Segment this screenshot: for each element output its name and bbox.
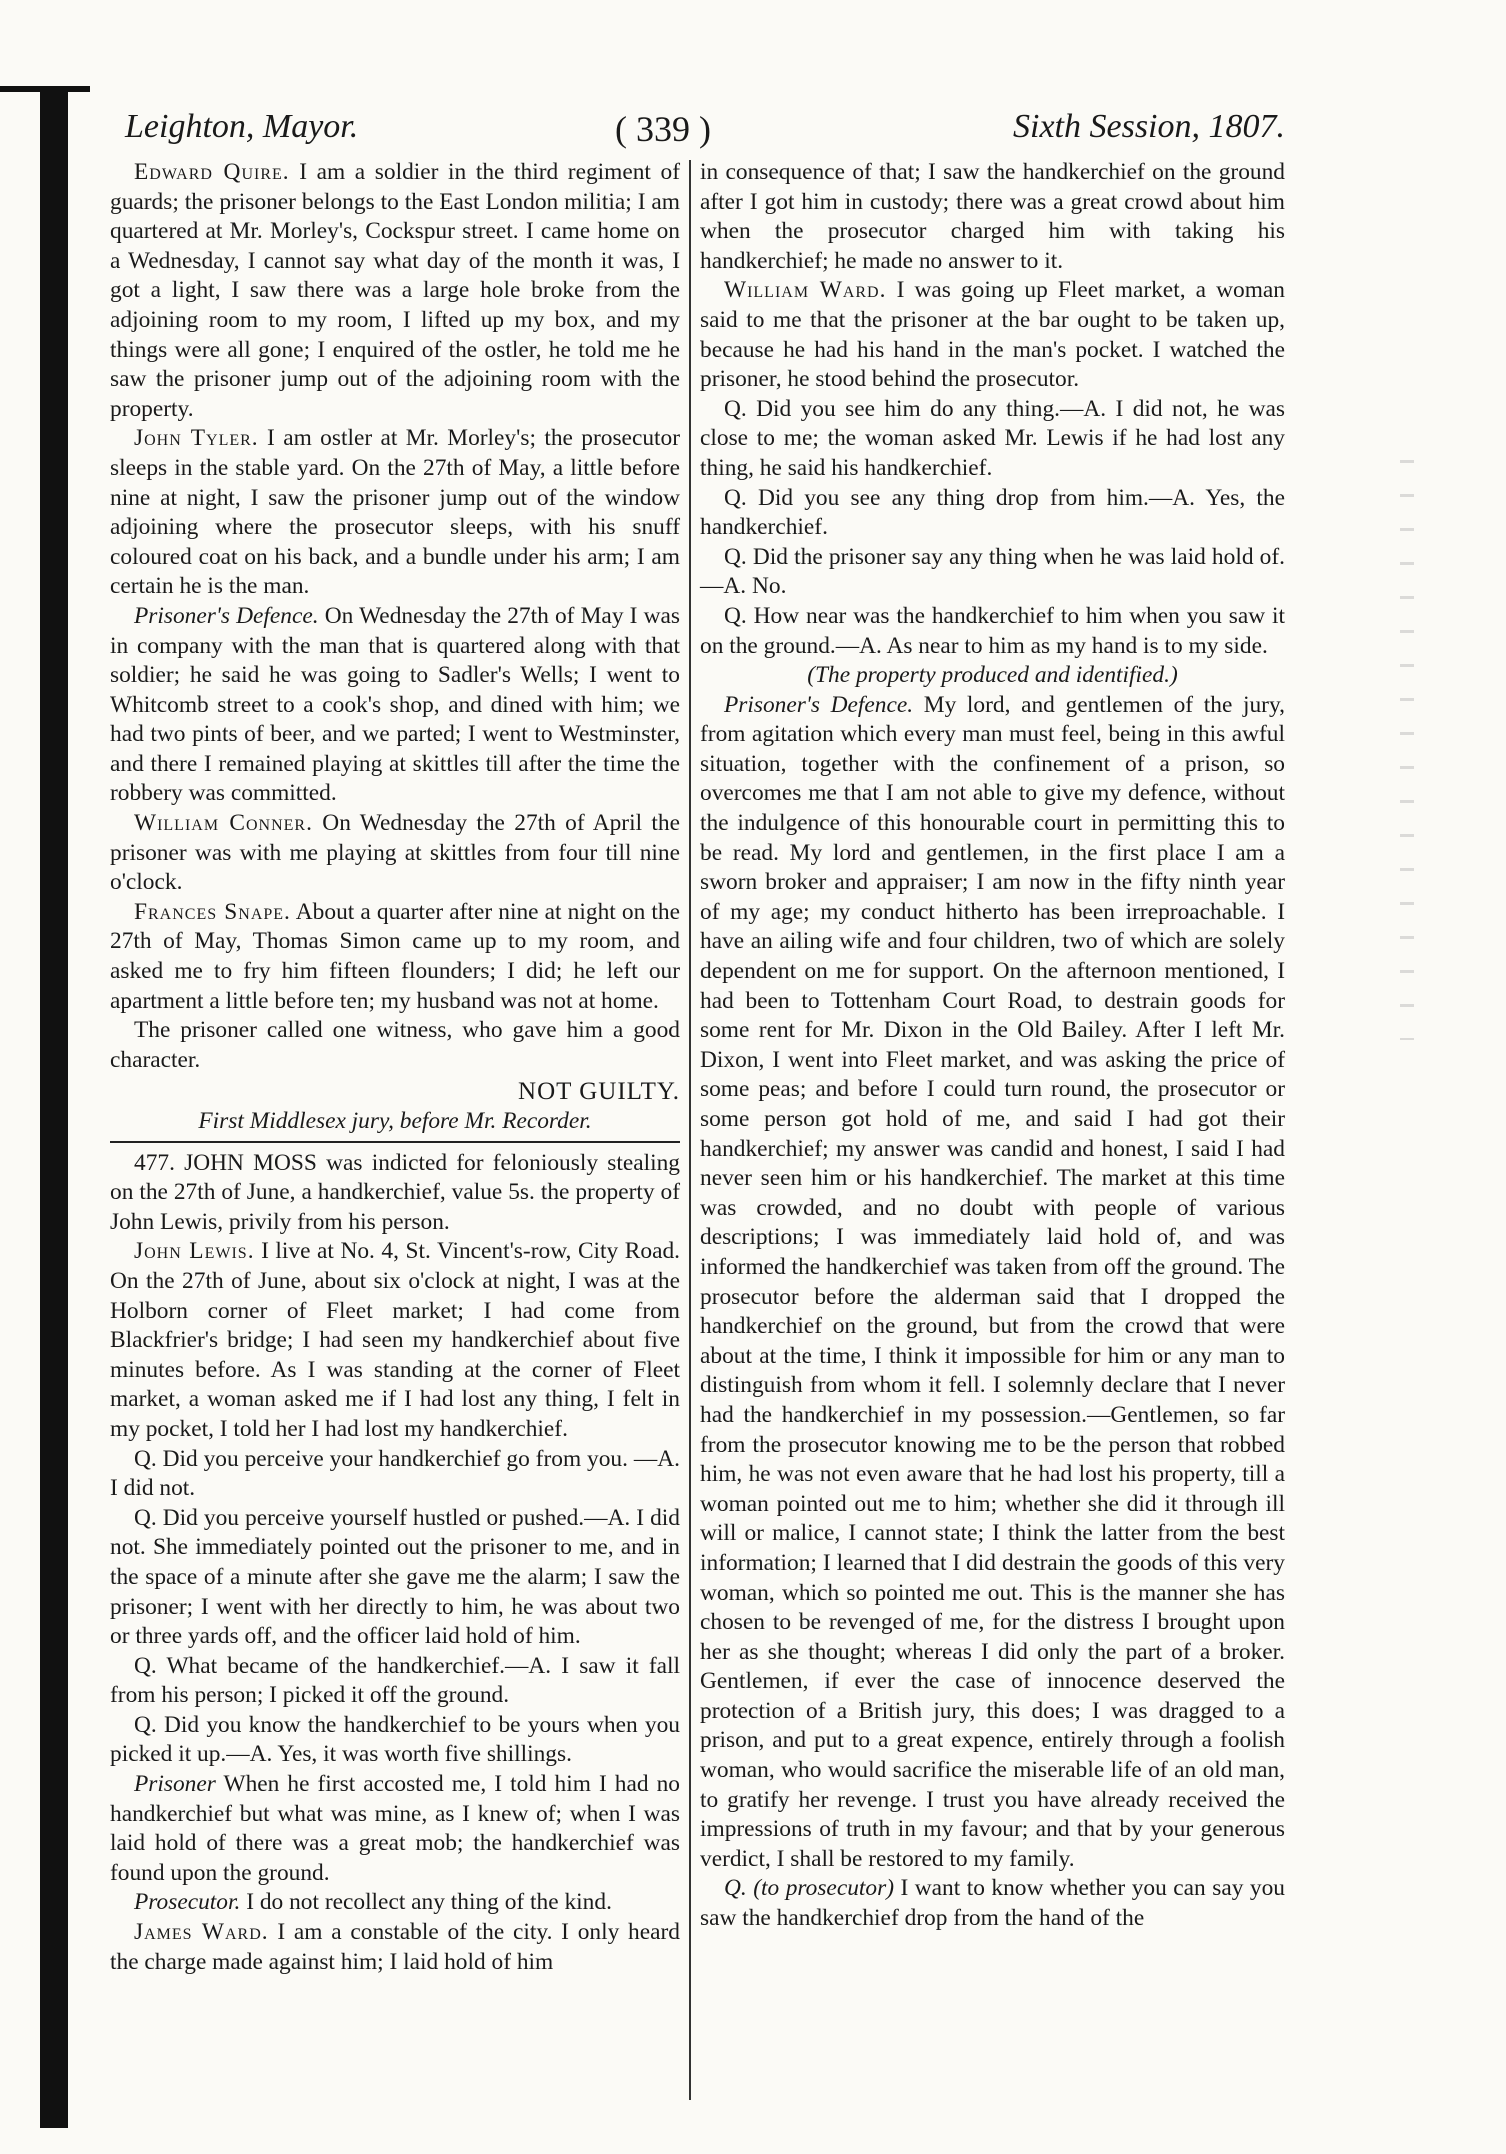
paragraph bbox=[110, 1237, 680, 1444]
header-left: Leighton, Mayor. bbox=[125, 108, 359, 145]
paragraph-text: When he first accosted me, I told him I had no handkerchief but what was mine, as I knew of; when I was laid hold of there was a great mob; the handkerchief was found upon the ground. bbox=[110, 1771, 680, 1886]
paragraph-text: Q. Did you see any thing drop from him.—A. Yes, the handkerchief. bbox=[700, 484, 1285, 541]
speaker-name: John Lewis. bbox=[134, 1238, 255, 1265]
paragraph-text: I was going up Fleet market, a woman said to me that the prisoner at the bar ought to be taken up, because he had his hand in the man's pocket. I watched the prisoner, he stood behind the prosecutor. bbox=[700, 277, 1285, 393]
paragraph bbox=[110, 1016, 680, 1075]
paragraph bbox=[110, 1652, 680, 1711]
verdict: NOT GUILTY. bbox=[518, 1078, 680, 1106]
paragraph bbox=[110, 1504, 680, 1652]
paragraph bbox=[110, 1445, 680, 1504]
speaker-name: Frances Snape. bbox=[134, 898, 291, 925]
paragraph-text: I am a soldier in the third regiment of guards; the prisoner belongs to the East London militia; I am quartered at Mr. Morley's, Cockspur street. I came home on a Wednesday, I cannot say what day of the month it was, I got a light, I saw there was a large hole broke from the adjoining room to my room, I lifted up my box, and my things were all gone; I enquired of the ostler, he told me he saw the prisoner jump out of the adjoining room with the property. bbox=[110, 159, 680, 422]
paragraph-text: I do not recollect any thing of the kind. bbox=[246, 1889, 612, 1916]
paragraph bbox=[110, 1711, 680, 1770]
paragraph bbox=[700, 602, 1285, 661]
case-intro: 477. JOHN MOSS was indicted for feloniously stealing on the 27th of June, a handkerchief, value 5s. the property of John Lewis, privily from his person. bbox=[110, 1149, 680, 1235]
paragraph-text: I live at No. 4, St. Vincent's-row, City Road. On the 27th of June, about six o'clock at night, I was at the Holborn corner of Fleet market; I had come from Blackfrier's bridge; I had seen my handkerchief about five minutes before. As I was standing at the corner of Fleet market, a woman asked me if I had lost any thing, I felt in my pocket, I told her I had lost my handkerchief. bbox=[110, 1238, 680, 1442]
final-question bbox=[700, 1874, 1285, 1933]
speaker-name: James Ward. bbox=[134, 1919, 269, 1946]
paragraph-text: I am ostler at Mr. Morley's; the prosecutor sleeps in the stable yard. On the 27th of May, a little before nine at night, I saw the prisoner jump out of the window adjoining where the prosecutor sleeps, with his snuff coloured coat on his back, and a bundle under his arm; I am certain he is the man. bbox=[110, 425, 681, 600]
defence-speaker: Prisoner's Defence. bbox=[724, 691, 914, 718]
case-right-paragraphs bbox=[700, 158, 1285, 661]
paragraph-text: The prisoner called one witness, who gave him a good character. bbox=[110, 1017, 680, 1073]
margin-specks bbox=[1400, 460, 1414, 1040]
paragraph-text: Q. Did you know the handkerchief to be yours when you picked it up.—A. Yes, it was worth five shillings. bbox=[110, 1711, 680, 1768]
speaker-name: John Tyler. bbox=[134, 425, 259, 452]
paragraph-text: I am a constable of the city. I only heard the charge made against him; I laid hold of him bbox=[110, 1919, 680, 1975]
paragraph-text: About a quarter after nine at night on the 27th of May, Thomas Simon came up to my room, and asked me to fry him fifteen flounders; I did; he left our apartment a little before ten; my husband was not at home. bbox=[110, 898, 681, 1014]
paragraph-text: Q. What became of the handkerchief.—A. I saw it fall from his person; I picked it off the ground. bbox=[110, 1652, 680, 1709]
speaker-name: William Ward. bbox=[724, 277, 887, 304]
property-note: (The property produced and identified.) bbox=[807, 662, 1178, 689]
final-question-text: I want to know whether you can say you saw the handkerchief drop from the hand of the bbox=[700, 1875, 1285, 1932]
paragraph-text: Q. Did you see him do any thing.—A. I did not, he was close to me; the woman asked Mr. Lewis if he had lost any thing, he said his handkerchief. bbox=[700, 395, 1285, 481]
page-number: ( 339 ) bbox=[615, 109, 711, 149]
paragraph bbox=[110, 1770, 680, 1888]
speaker-name: Prisoner bbox=[134, 1771, 216, 1798]
paragraph-text: On Wednesday the 27th of May I was in company with the man that is quartered along with that soldier; he said he was going to Sadler's Wells; I went to Whitcomb street to a cook's shop, and dined with him; we had two pints of beer, and we parted; I went to Westminster, and there I remained playing at skittles till after the time the robbery was committed. bbox=[110, 602, 680, 807]
case-left-paragraphs bbox=[110, 1237, 680, 1977]
prisoner-defence bbox=[700, 691, 1285, 1875]
paragraph bbox=[700, 158, 1285, 276]
paragraph-text: On Wednesday the 27th of April the prisoner was with me playing at skittles from four till nine o'clock. bbox=[110, 810, 680, 896]
jury-note: First Middlesex jury, before Mr. Recorder. bbox=[198, 1108, 592, 1134]
speaker-name: William Conner. bbox=[134, 810, 313, 837]
column-divider bbox=[689, 160, 691, 2100]
header-right: Sixth Session, 1807. bbox=[1013, 108, 1285, 145]
left-paragraphs bbox=[110, 158, 680, 1075]
paragraph-text: Q. Did you perceive yourself hustled or pushed.—A. I did not. She immediately pointed out the prisoner to me, and in the space of a minute after she gave me the alarm; I saw the prisoner; I went with her directly to him, he was about two or three yards off, and the officer laid hold of him. bbox=[110, 1504, 680, 1650]
speaker-name: Prosecutor. bbox=[134, 1889, 241, 1916]
paragraph bbox=[110, 602, 680, 809]
paragraph bbox=[110, 809, 680, 898]
paragraph-text: in consequence of that; I saw the handkerchief on the ground after I got him in custody; there was a great crowd about him when the prosecutor charged him with taking his handkerchief; he made no answer to it. bbox=[700, 159, 1285, 274]
paragraph bbox=[700, 484, 1285, 543]
paragraph-text: Q. How near was the handkerchief to him when you saw it on the ground.—A. As near to him as my hand is to my side. bbox=[700, 602, 1285, 659]
paragraph bbox=[700, 543, 1285, 602]
left-column bbox=[110, 158, 680, 1977]
paragraph bbox=[700, 395, 1285, 484]
paragraph bbox=[110, 1918, 680, 1977]
right-column bbox=[700, 158, 1285, 1934]
paragraph bbox=[700, 276, 1285, 394]
paragraph bbox=[110, 424, 680, 602]
speaker-name: Prisoner's Defence. bbox=[134, 602, 319, 629]
paragraph bbox=[110, 898, 680, 1016]
paragraph bbox=[110, 158, 680, 424]
speaker-name: Edward Quire. bbox=[134, 159, 290, 185]
defence-text: My lord, and gentlemen of the jury, from agitation which every man must feel, being in this awful situation, together with the confinement of a prison, so overcomes me that I am not able to give my defence, without the indulgence of this honourable court in permitting this to be read. My lord and gentlemen, in the first place I am a sworn broker and appraiser; I am now in the fifty ninth year of my age; my conduct hitherto has been irreproachable. I have an ailing wife and four children, two of which are solely dependent on me for support. On the afternoon mentioned, I had been to Tottenham Court Road, to destrain goods for some rent for Mr. Dixon in the Old Bailey. After I left Mr. Dixon, I went into Fleet market, and was asking the price of some peas; and before I could turn round, the prosecutor or some person got hold of me, and said I had got their handkerchief; my answer was candid and honest, I said I had never seen him or his handkerchief. The market at this time was crowded, and no doubt with people of various descriptions; I was immediately laid hold of, and was informed the handkerchief was taken from off the ground. The prosecutor before the alderman said that I dropped the handkerchief on the ground, but from the crowd that were about at the time, I think it impossible for him or any man to distinguish from whom it fell. I solemnly declare that I never had the handkerchief in my possession.—Gentlemen, so far from the prosecutor knowing me to be the person that robbed him, he was not even aware that he had lost his property, till a woman pointed out me to him; whether she did it through ill will or malice, I cannot state; I think the latter from the best information; I learned that I did destrain the goods of this very woman, which so pointed me out. This is the manner she has chosen to be revenged of me, for the distress I brought upon her as she thought; whereas I did only the part of a broker. Gentlemen, if ever the case of innocence deserved the protection of a British jury, this does; I was dragged to a prison, and put to a great expence, entirely through a foolish woman, who would sacrifice the miserable life of an old man, to gratify her revenge. I trust you have already received the impressions of truth in my favour; and that by your generous verdict, I shall be restored to my family. bbox=[700, 691, 1286, 1872]
case-separator bbox=[110, 1141, 680, 1143]
paragraph-text: Q. Did the prisoner say any thing when he was laid hold of.—A. No. bbox=[700, 543, 1285, 600]
paragraph-text: Q. Did you perceive your handkerchief go from you. —A. I did not. bbox=[110, 1445, 680, 1502]
final-question-speaker: Q. (to prosecutor) bbox=[724, 1875, 894, 1902]
paragraph bbox=[110, 1888, 680, 1918]
page-margin-rule bbox=[40, 88, 68, 2128]
